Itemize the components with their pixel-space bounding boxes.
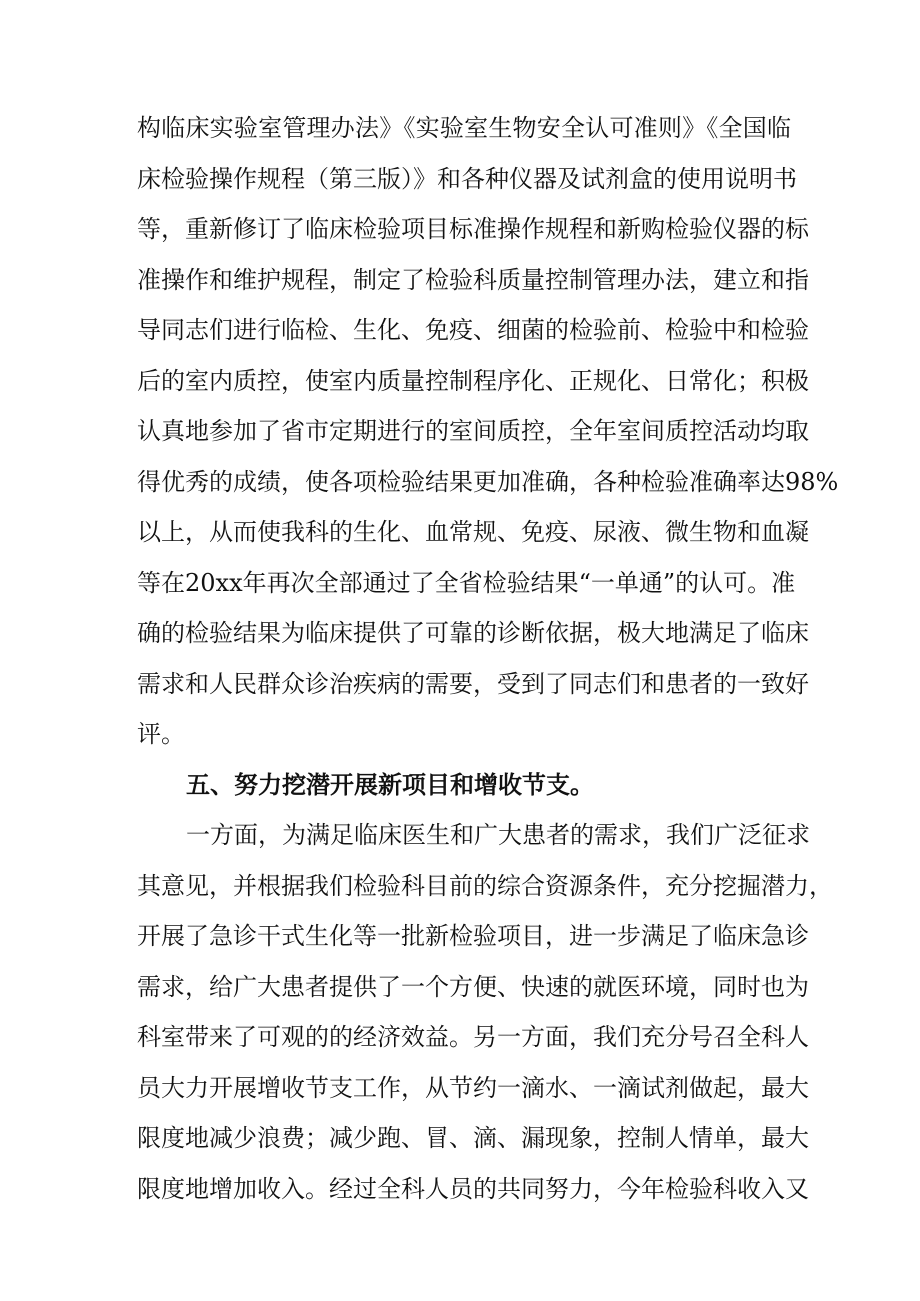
paragraph-line: 开展了急诊干式生化等一批新检验项目，进一步满足了临床急诊 bbox=[137, 922, 809, 950]
paragraph-line: 等在20xx年再次全部通过了全省检验结果“一单通”的认可。准 bbox=[137, 569, 796, 597]
paragraph-line: 需求和人民群众诊治疾病的需要，受到了同志们和患者的一致好 bbox=[137, 670, 809, 698]
paragraph-line: 以上，从而使我科的生化、血常规、免疫、尿液、微生物和血凝 bbox=[137, 518, 809, 546]
paragraph-line: 后的室内质控，使室内质量控制程序化、正规化、日常化；积极 bbox=[137, 367, 809, 395]
paragraph-line: 员大力开展增收节支工作，从节约一滴水、一滴试剂做起，最大 bbox=[137, 1074, 809, 1102]
paragraph-line: 构临床实验室管理办法》《实验室生物安全认可准则》《全国临 bbox=[137, 114, 791, 142]
paragraph-line: 准操作和维护规程，制定了检验科质量控制管理办法，建立和指 bbox=[137, 266, 809, 294]
paragraph-line: 评。 bbox=[137, 720, 185, 748]
paragraph-line: 科室带来了可观的的经济效益。另一方面，我们充分号召全科人 bbox=[137, 1023, 809, 1051]
paragraph-line: 床检验操作规程（第三版）》和各种仪器及试剂盒的使用说明书 bbox=[137, 165, 797, 193]
paragraph-line: 一方面，为满足临床医生和广大患者的需求，我们广泛征求 bbox=[186, 821, 810, 849]
section-heading: 五、努力挖潜开展新项目和增收节支。 bbox=[186, 771, 594, 799]
paragraph-line: 导同志们进行临检、生化、免疫、细菌的检验前、检验中和检验 bbox=[137, 316, 809, 344]
paragraph-line: 等，重新修订了临床检验项目标准操作规程和新购检验仪器的标 bbox=[137, 215, 809, 243]
paragraph-line: 得优秀的成绩，使各项检验结果更加准确，各种检验准确率达98% bbox=[137, 468, 839, 496]
paragraph-line: 限度地增加收入。经过全科人员的共同努力，今年检验科收入又 bbox=[137, 1175, 809, 1203]
paragraph-line: 其意见，并根据我们检验科目前的综合资源条件，充分挖掘潜力， bbox=[137, 872, 833, 900]
paragraph-line: 确的检验结果为临床提供了可靠的诊断依据，极大地满足了临床 bbox=[137, 619, 809, 647]
paragraph-line: 限度地减少浪费；减少跑、冒、滴、漏现象，控制人情单，最大 bbox=[137, 1124, 809, 1152]
paragraph-line: 需求，给广大患者提供了一个方便、快速的就医环境，同时也为 bbox=[137, 973, 809, 1001]
paragraph-line: 认真地参加了省市定期进行的室间质控，全年室间质控活动均取 bbox=[137, 417, 809, 445]
